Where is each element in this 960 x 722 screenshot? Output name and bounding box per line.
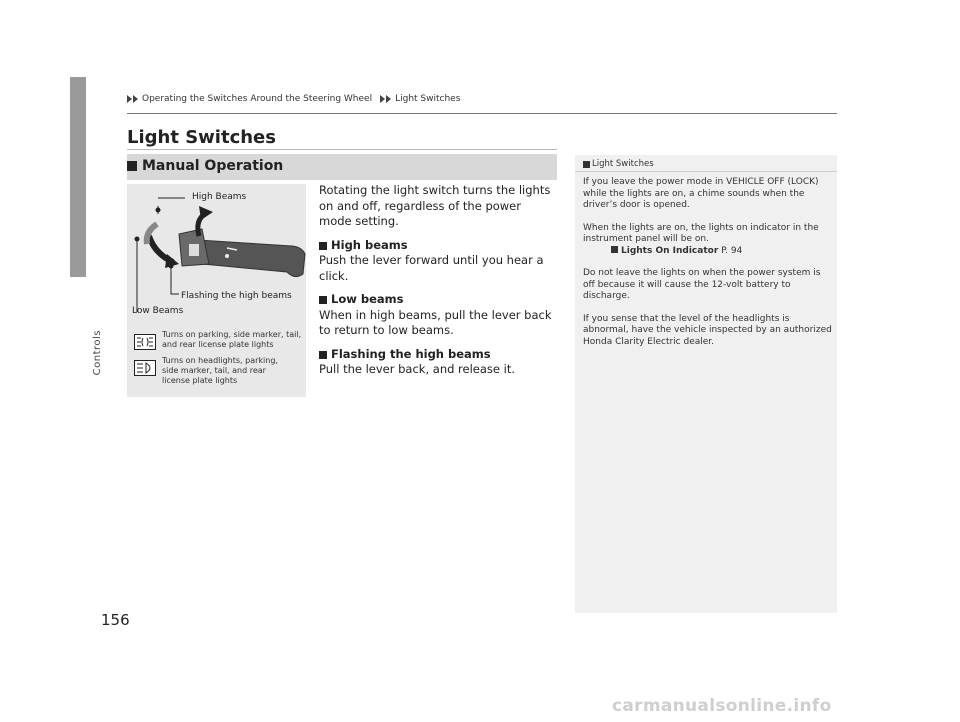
parking-lights-description: Turns on parking, side marker, tail, and rear license plate lights bbox=[162, 330, 302, 349]
sidenote-paragraph: When the lights are on, the lights on indicator in the instrument panel will be on. bbox=[583, 222, 819, 244]
square-bullet-icon bbox=[127, 161, 137, 171]
headlights-description: Turns on headlights, parking, side marker, tail, and rear license plate lights bbox=[162, 356, 278, 385]
breadcrumb-arrow-icon bbox=[127, 95, 132, 103]
breadcrumb-item[interactable]: Operating the Switches Around the Steering Wheel bbox=[142, 94, 373, 104]
page-number: 156 bbox=[101, 611, 130, 629]
header-divider bbox=[127, 113, 837, 114]
square-bullet-icon bbox=[319, 351, 327, 359]
title-divider bbox=[127, 149, 557, 150]
subsection-text: Pull the lever back, and release it. bbox=[319, 362, 516, 376]
intro-paragraph: Rotating the light switch turns the lights on and off, regardless of the power mode setting. bbox=[319, 183, 551, 228]
subsection-heading: Low beams bbox=[319, 292, 555, 308]
breadcrumb-arrow-icon bbox=[386, 95, 391, 103]
page-title: Light Switches bbox=[127, 127, 276, 148]
subsection-heading: Flashing the high beams bbox=[319, 347, 555, 363]
flashing-high-beams-label: Flashing the high beams bbox=[181, 291, 292, 301]
note-marker-icon bbox=[583, 161, 590, 168]
subsection-text: When in high beams, pull the lever back to return to low beams. bbox=[319, 307, 552, 337]
parking-lights-icon bbox=[134, 334, 156, 350]
breadcrumb bbox=[127, 94, 460, 104]
breadcrumb-arrow-icon bbox=[380, 95, 385, 103]
headlights-icon bbox=[134, 360, 156, 376]
breadcrumb-item-current: Light Switches bbox=[395, 94, 461, 104]
breadcrumb-arrow-icon bbox=[133, 95, 138, 103]
body-text bbox=[319, 183, 555, 384]
square-bullet-icon bbox=[319, 242, 327, 250]
sidenote-paragraph: If you leave the power mode in VEHICLE OFF (LOCK) while the lights are on, a chime sounds when the driver’s door is opened. bbox=[583, 177, 819, 210]
sidenote-reference[interactable]: Lights On Indicator P. 94 bbox=[583, 246, 833, 258]
watermark: carmanualsonline.info bbox=[612, 696, 832, 716]
subsection-text: Push the lever forward until you hear a click. bbox=[319, 253, 544, 283]
high-beams-label: High Beams bbox=[192, 192, 247, 202]
subsection-heading: High beams bbox=[319, 238, 555, 254]
sidenote-text bbox=[583, 177, 833, 359]
section-heading: Manual Operation bbox=[127, 158, 283, 174]
low-beams-label: Low Beams bbox=[132, 306, 184, 316]
square-bullet-icon bbox=[319, 296, 327, 304]
chapter-label: Controls bbox=[92, 330, 103, 376]
sidenote-heading: Light Switches bbox=[583, 159, 654, 169]
light-switch-figure bbox=[127, 184, 306, 397]
sidenote-paragraph: Do not leave the lights on when the power system is off because it will cause the 12-volt battery to discharge. bbox=[583, 268, 821, 301]
sidenote-divider bbox=[575, 171, 837, 172]
sidenote-paragraph: If you sense that the level of the headlights is abnormal, have the vehicle inspected by an authorized Honda Clarity Electric dealer. bbox=[583, 313, 832, 347]
chapter-tab bbox=[70, 77, 86, 277]
reference-arrow-icon bbox=[611, 246, 618, 253]
